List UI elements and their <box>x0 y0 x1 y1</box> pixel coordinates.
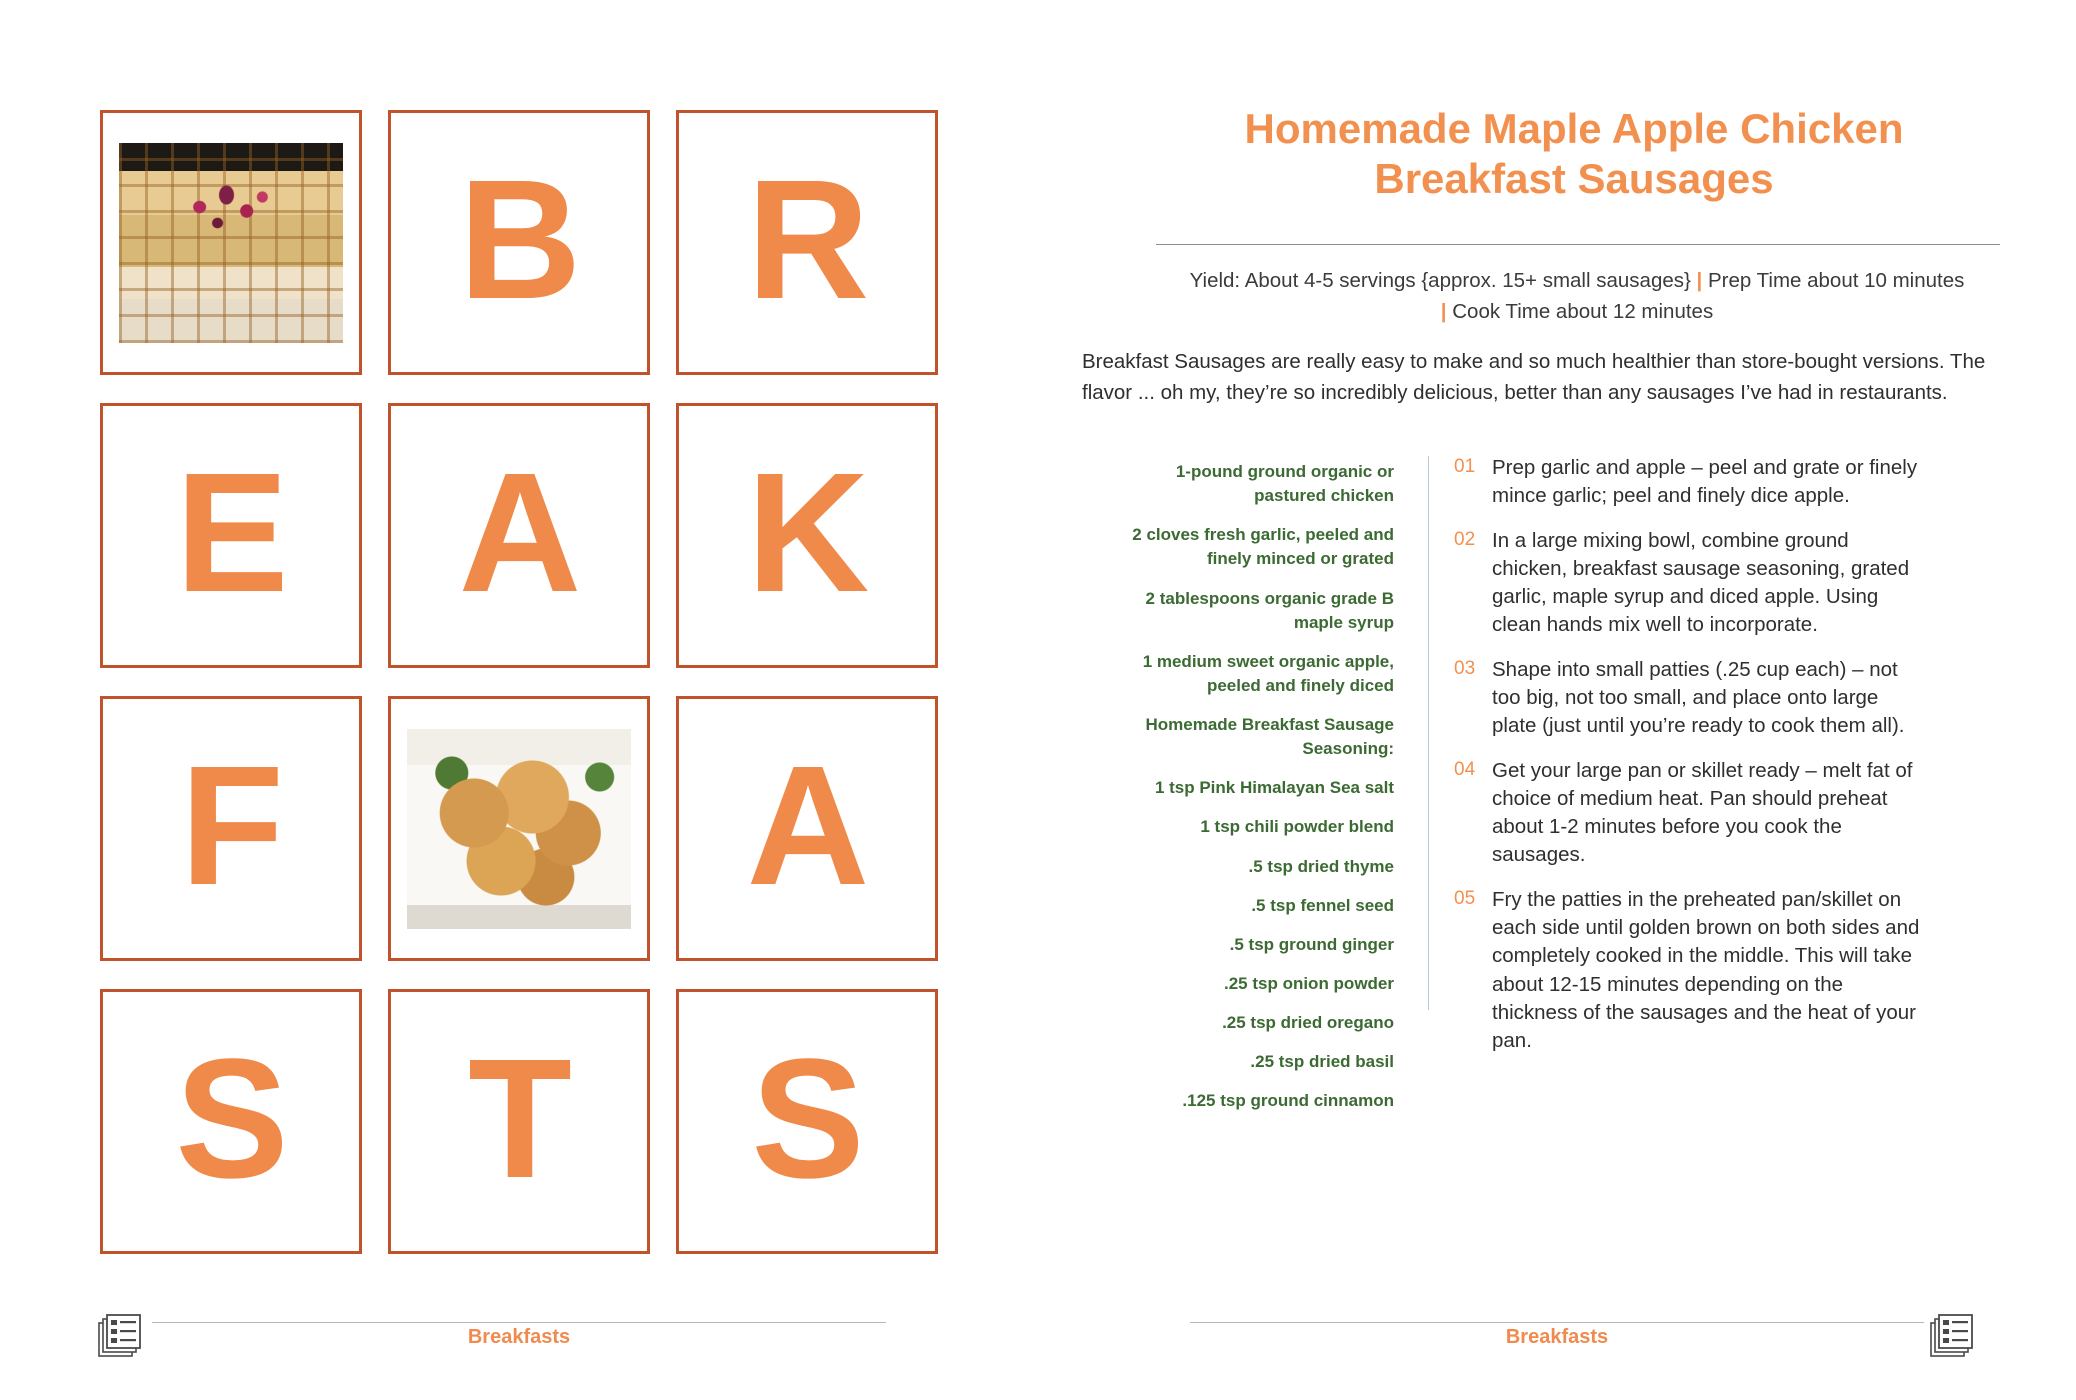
waffles-photo <box>119 143 343 343</box>
letter-glyph: S <box>751 1023 863 1214</box>
list-item: .5 tsp fennel seed <box>1251 895 1394 915</box>
grid-cell-letter-k <box>676 403 938 668</box>
list-item: 2 tablespoons organic grade B maple syrup <box>1145 588 1394 632</box>
list-item: .125 tsp ground cinnamon <box>1182 1091 1394 1111</box>
list-item: Homemade Breakfast Sausage Seasoning: <box>1145 715 1394 759</box>
letter-glyph: K <box>746 437 868 628</box>
list-item: 1 tsp chili powder blend <box>1200 817 1394 837</box>
list-item: .25 tsp dried basil <box>1250 1052 1394 1072</box>
list-item: .25 tsp dried oregano <box>1222 1013 1394 1032</box>
footer-divider <box>152 1322 886 1323</box>
prep-time-text: Prep Time about 10 minutes <box>1708 269 1965 292</box>
letter-glyph: T <box>468 1023 570 1214</box>
column-divider <box>1428 456 1429 1010</box>
grid-cell-photo-waffles <box>100 110 362 375</box>
letter-glyph: S <box>175 1023 287 1214</box>
grid-cell-letter-e <box>100 403 362 668</box>
sausage-patties-photo <box>407 729 631 929</box>
step-text: Prep garlic and apple – peel and grate or finely mince garlic; peel and finely dice apple. <box>1492 456 1918 508</box>
step-text: In a large mixing bowl, combine ground chicken, breakfast sausage seasoning, grated garlic, maple syrup and diced apple. Using clean hands mix well to incorporate. <box>1492 528 1910 637</box>
right-page <box>1038 0 2076 1400</box>
grid-cell-letter-f <box>100 696 362 961</box>
step-text: Get your large pan or skillet ready – melt fat of choice of medium heat. Pan should preheat about 1-2 minutes before you cook the sausages. <box>1492 758 1913 867</box>
grid-cell-letter-a1 <box>388 403 650 668</box>
cook-time-text: Cook Time about 12 minutes <box>1452 299 1714 323</box>
recipe-intro-paragraph: Breakfast Sausages are really easy to make and so much healthier than store-bought versions. The flavor ... oh my, they’re so incredibly delicious, better than any sausages I’ve had in restaurants. <box>1082 350 1986 405</box>
yield-separator-1: | <box>1696 269 1703 292</box>
list-item: .25 tsp onion powder <box>1223 973 1394 993</box>
grid-cell-letter-r <box>676 110 938 375</box>
step-number: 01 <box>1454 456 1476 477</box>
left-page-footer <box>100 1296 938 1366</box>
list-item: .5 tsp dried thyme <box>1248 856 1394 876</box>
list-item: 1 medium sweet organic apple, peeled and finely diced <box>1142 651 1394 695</box>
step-number: 03 <box>1454 657 1476 679</box>
page-title: Homemade Maple Apple Chicken Breakfast Sausages <box>1244 105 1904 202</box>
ingredients-ul <box>1124 460 1394 1113</box>
step-number: 05 <box>1454 887 1476 909</box>
grid-cell-letter-b <box>388 110 650 375</box>
grid-cell-letter-t <box>388 989 650 1254</box>
breakfasts-letter-grid <box>100 110 934 1254</box>
step-number: 04 <box>1454 758 1476 780</box>
list-item: 1 tsp Pink Himalayan Sea salt <box>1154 778 1394 798</box>
list-item: 1-pound ground organic or pastured chicken <box>1175 462 1394 506</box>
ingredients-list <box>1124 460 1394 1128</box>
step-text: Shape into small patties (.25 cup each) – not too big, not too small, and place onto large plate (just until you’re ready to cook them all). <box>1492 657 1905 738</box>
list-item: .5 tsp ground ginger <box>1229 934 1394 954</box>
footer-label: Breakfasts <box>1505 1326 1609 1348</box>
list-item: 2 cloves fresh garlic, peeled and finely minced or grated <box>1132 525 1394 569</box>
instructions-list <box>1454 454 1924 1071</box>
yield-and-time-line <box>1188 266 1966 328</box>
letter-glyph: R <box>746 144 868 335</box>
recipe-book-icon <box>1928 1310 1980 1360</box>
footer-divider <box>1190 1322 1924 1323</box>
footer-label: Breakfasts <box>467 1326 571 1348</box>
title-divider <box>1156 244 2000 245</box>
instruction-step <box>1454 454 1924 511</box>
yield-separator-2: | <box>1440 299 1447 323</box>
right-page-footer <box>1138 1296 1976 1366</box>
letter-glyph: F <box>180 730 282 921</box>
letter-glyph: A <box>458 437 580 628</box>
instruction-step <box>1454 527 1924 640</box>
instruction-step <box>1454 757 1924 870</box>
grid-cell-letter-a2 <box>676 696 938 961</box>
letter-glyph: A <box>746 730 868 921</box>
grid-cell-photo-sausages <box>388 696 650 961</box>
letter-glyph: E <box>175 437 287 628</box>
grid-cell-letter-s1 <box>100 989 362 1254</box>
grid-cell-letter-s2 <box>676 989 938 1254</box>
yield-text: Yield: About 4-5 servings {approx. 15+ small sausages} <box>1189 269 1691 292</box>
step-number: 02 <box>1454 528 1476 550</box>
instruction-step <box>1454 656 1924 741</box>
letter-glyph: B <box>458 144 580 335</box>
instruction-step <box>1454 886 1924 1056</box>
step-text: Fry the patties in the preheated pan/skillet on each side until golden brown on both sides and completely cooked in the middle. This will take about 12-15 minutes depending on the thickness of the sausages and the heat of your pan. <box>1492 887 1920 1053</box>
